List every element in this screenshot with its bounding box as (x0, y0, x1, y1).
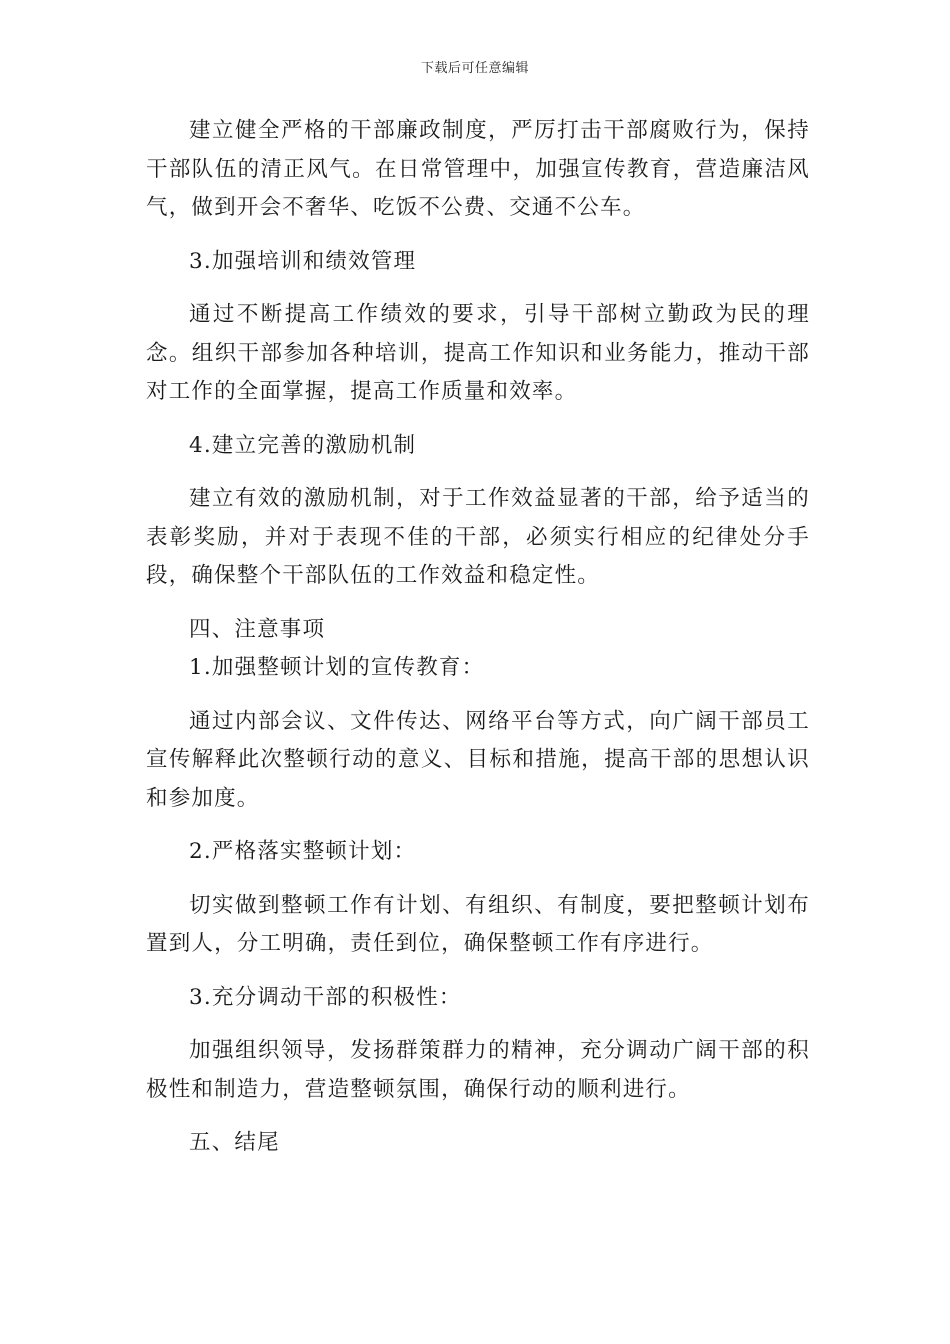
heading-publicity-education: 1.加强整顿计划的宣传教育： (189, 655, 485, 680)
heading-training-performance: 3.加强培训和绩效管理 (189, 248, 417, 274)
paragraph-incentive-mechanism: 建立有效的激励机制，对于工作效益显著的干部，给予适当的表彰奖励，并对于表现不佳的干部，必须实行相应的纪律处分手段，确保整个干部队伍的工作效益和稳定性。 (146, 486, 810, 588)
heading-section-notes: 四、注意事项 (189, 616, 326, 642)
heading-implement-plan: 2.严格落实整顿计划： (189, 839, 417, 864)
paragraph-mobilize-enthusiasm: 加强组织领导，发扬群策群力的精神，充分调动广阔干部的积极性和制造力，营造整顿氛围，确保行动的顺利进行。 (146, 1038, 810, 1102)
paragraph-integrity-system: 建立健全严格的干部廉政制度，严厉打击干部腐败行为，保持干部队伍的清正风气。在日常管理中，加强宣传教育，营造廉洁风气，做到开会不奢华、吃饭不公费、交通不公车。 (146, 118, 810, 220)
heading-mobilize-enthusiasm: 3.充分调动干部的积极性： (189, 984, 462, 1010)
paragraph-publicity-education: 通过内部会议、文件传达、网络平台等方式，向广阔干部员工宣传解释此次整顿行动的意义、目标和措施，提高干部的思想认识和参加度。 (146, 708, 810, 811)
heading-incentive-mechanism: 4.建立完善的激励机制 (189, 432, 417, 458)
paragraph-implement-plan: 切实做到整顿工作有计划、有组织、有制度，要把整顿计划布置到人，分工明确，责任到位，确保整顿工作有序进行。 (146, 892, 810, 956)
document-body (146, 112, 810, 1163)
heading-section-conclusion: 五、结尾 (189, 1130, 280, 1155)
header-note: 下载后可任意编辑 (420, 61, 529, 76)
paragraph-training-performance: 通过不断提高工作绩效的要求，引导干部树立勤政为民的理念。组织干部参加各种培训，提高工作知识和业务能力，推动干部对工作的全面掌握，提高工作质量和效率。 (146, 302, 810, 404)
